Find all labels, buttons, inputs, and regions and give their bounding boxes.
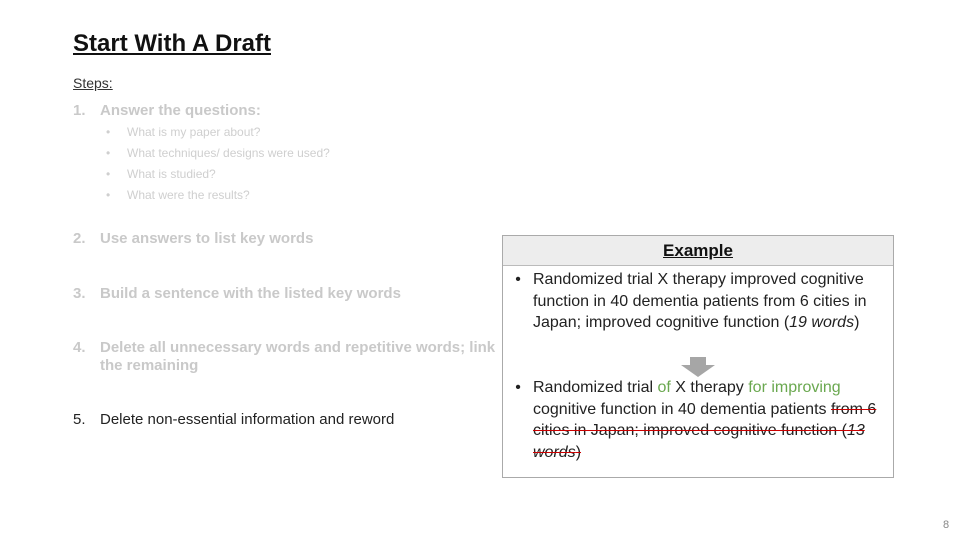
question-list xyxy=(106,124,330,208)
step-text: Answer the questions: xyxy=(100,102,261,119)
step-4 xyxy=(73,339,503,375)
step-number: 2. xyxy=(73,230,86,247)
example-header: Example xyxy=(503,236,893,266)
added-phrase: for improving xyxy=(748,379,841,396)
question-item: • What is my paper about? xyxy=(106,125,261,139)
step-2 xyxy=(73,230,313,248)
step-number: 1. xyxy=(73,102,86,119)
example-sentence-original: Randomized trial X therapy improved cognitive function in 40 dementia patients from 6 cities in Japan; improved cognitive function (19 words) xyxy=(533,271,867,331)
question-item: • What were the results? xyxy=(106,188,250,202)
example-bullet-revised: • Randomized trial of X therapy for improving cognitive function in 40 dementia patients from 6 cities in Japan; improved cognitive function (13 words) xyxy=(503,377,895,463)
question-item: • What is studied? xyxy=(106,167,216,181)
word-count: 19 words xyxy=(789,314,855,331)
deleted-text: from 6 cities in Japan; improved cognitive function (13 words) xyxy=(533,400,877,461)
step-text: Use answers to list key words xyxy=(100,230,314,247)
step-number: 4. xyxy=(73,339,86,356)
step-text: Delete all unnecessary words and repetitive words; link the remaining xyxy=(100,339,496,374)
slide-title: Start With A Draft xyxy=(73,30,271,57)
step-text: Delete non-essential information and reword xyxy=(100,411,395,428)
page-number: 8 xyxy=(943,519,950,531)
down-arrow-icon xyxy=(681,357,715,382)
step-number: 5. xyxy=(73,411,86,428)
added-word: of xyxy=(657,379,671,396)
steps-label: Steps: xyxy=(73,75,113,91)
step-number: 3. xyxy=(73,285,86,302)
step-5 xyxy=(73,411,394,429)
step-3 xyxy=(73,285,401,303)
question-item: • What techniques/ designs were used? xyxy=(106,146,330,160)
step-text: Build a sentence with the listed key words xyxy=(100,285,401,302)
example-bullet-original: • Randomized trial X therapy improved cognitive function in 40 dementia patients from 6 cities in Japan; improved cognitive function (19 words) xyxy=(503,269,895,334)
step-1 xyxy=(73,102,261,120)
word-count: 13 words xyxy=(533,422,865,461)
example-sentence-revised: Randomized trial of X therapy for improving cognitive function in 40 dementia patients from 6 cities in Japan; improved cognitive function (13 words) xyxy=(533,379,877,461)
